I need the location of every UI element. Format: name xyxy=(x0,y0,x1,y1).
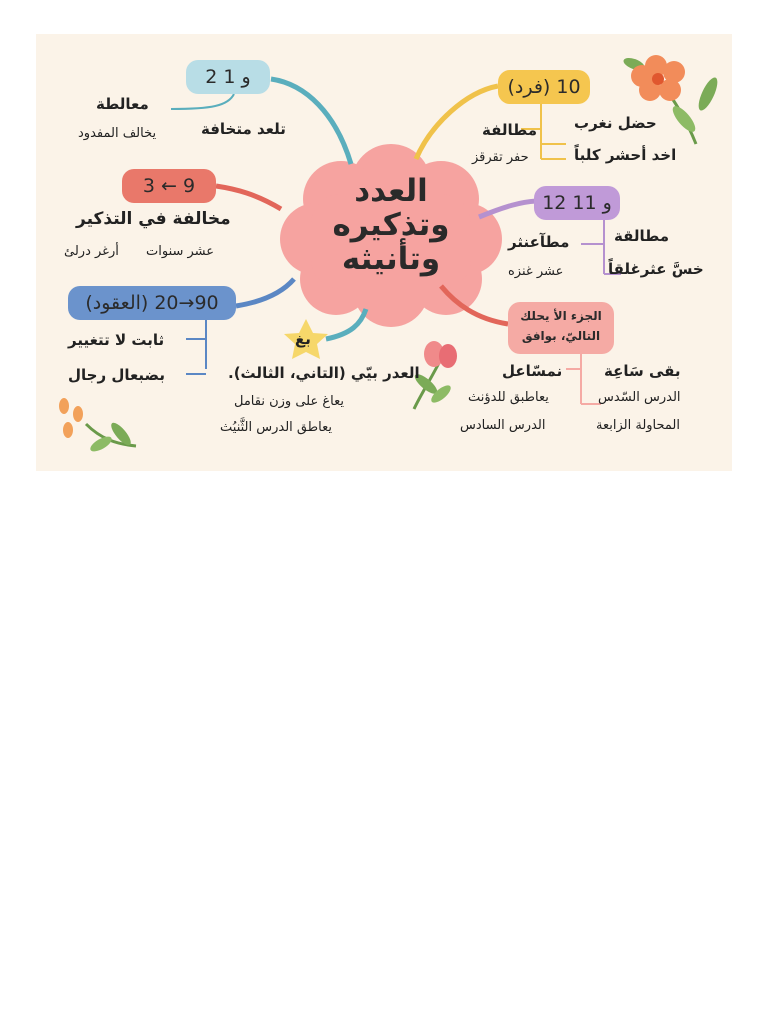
branch-star-label: بغ xyxy=(295,330,311,348)
branch-decades-item: ثابت لا تتغيير xyxy=(68,331,165,349)
branch-three-nine-item: أرغر درلئ xyxy=(64,244,119,259)
center-line-3: وتأنيثه xyxy=(341,241,441,277)
branch-eleven-twelve-item: مطآعنثر xyxy=(508,233,570,251)
branch-ordinal-item: يعاطبق للدؤنث xyxy=(468,390,549,405)
branch-ordinal-item: المحاولة الزابعة xyxy=(596,418,680,433)
branch-star-item: يعاطق الدرس الثَّنيُث xyxy=(220,420,332,435)
branch-ordinal-item: الدرس السّدس xyxy=(598,390,681,405)
branch-ordinal-label-line: التاليّ، بوافق xyxy=(521,329,601,343)
branch-ordinal-label xyxy=(508,302,614,354)
branch-one-two-item: تلعد متخافة xyxy=(201,120,286,138)
branch-ten-item: اخد أحشر كلباً xyxy=(574,146,677,164)
center-line-2: وتذكيره xyxy=(332,207,450,243)
branch-ordinal-label-line: الجزء الأ يحلك xyxy=(520,309,602,323)
center-title xyxy=(301,174,481,276)
branch-three-nine-item: مخالفة في التذكير xyxy=(76,209,231,229)
branch-ten-item: حضل نغرب xyxy=(574,114,657,132)
branch-ordinal-item: الدرس السادس xyxy=(460,418,546,433)
branch-eleven-twelve-item: عشر غنزه xyxy=(508,264,564,279)
branch-eleven-twelve-item: خسَّ عثرغلقاً xyxy=(608,260,704,278)
branch-three-nine-item: عشر سنوات xyxy=(146,244,215,259)
branch-decades-label: (العقود) 90→20 xyxy=(68,286,236,320)
branch-ten-item: حفر تقرقز xyxy=(472,150,529,165)
branch-star-item: يعاغ على وزن نقامل xyxy=(234,394,344,409)
branch-ordinal-item: بقى سَاعِة xyxy=(604,362,681,380)
branch-one-two-item: يخالف المفدود xyxy=(78,126,157,141)
branch-eleven-twelve-item: مطالقة xyxy=(614,227,670,245)
branch-three-nine-label: 3 ← 9 xyxy=(122,169,216,203)
branch-ten-item: مطالفة xyxy=(482,121,538,139)
center-line-1: العدد xyxy=(354,173,428,209)
branch-eleven-twelve-label: 12 و 11 xyxy=(534,186,620,220)
branch-decades-item: بضبعال رجال xyxy=(68,366,165,384)
branch-ten-label: (فرد) 10 xyxy=(498,70,590,104)
branch-ordinal-item: نمسّاعل xyxy=(502,362,563,380)
flower-bottom-left-icon xyxy=(59,398,136,454)
mind-map-card xyxy=(36,34,732,471)
branch-star-item: العدر بيّي (التاني، الثالث). xyxy=(228,364,420,382)
branch-one-two-label: 2 و 1 xyxy=(186,60,270,94)
branch-one-two-item: معالطة xyxy=(96,95,149,113)
